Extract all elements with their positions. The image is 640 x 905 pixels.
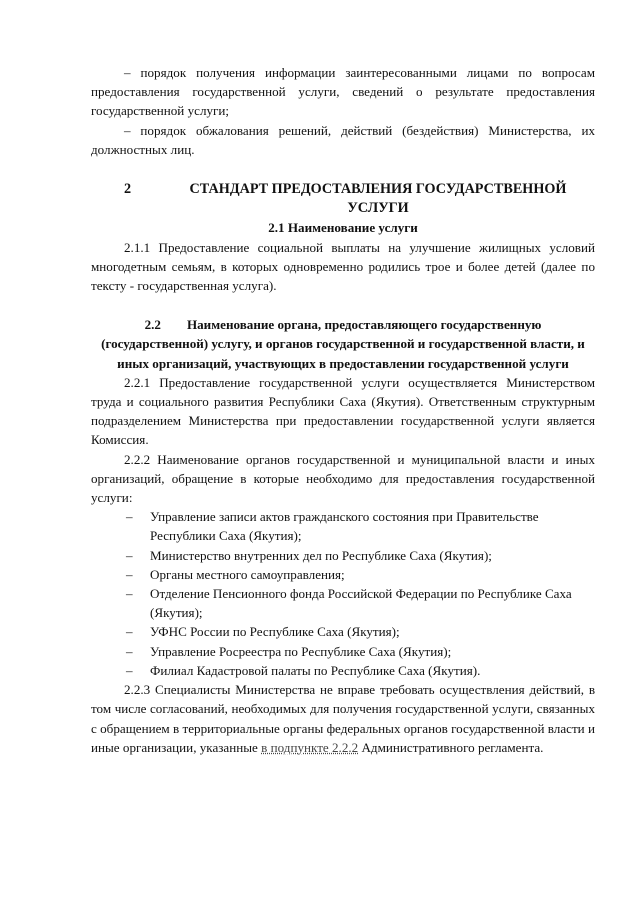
section-2-heading — [91, 180, 595, 218]
list-item-text: Управление записи актов гражданского состояния при Правительстве Республики Саха (Якутия); — [150, 509, 539, 544]
list-item — [91, 565, 595, 584]
dash-marker: – — [126, 643, 133, 659]
subsection-2-1-title: 2.1 Наименование услуги — [268, 220, 418, 236]
list-item-text: Органы местного самоуправления; — [150, 566, 345, 582]
paragraph-2-2-2: 2.2.2 Наименование органов государственной и муниципальной власти и иных организаций, обращение в которые необходимо для предоставления государственной услуги: — [91, 451, 595, 506]
list-item — [91, 661, 595, 680]
list-item-text: Министерство внутренних дел по Республике Саха (Якутия); — [150, 547, 492, 563]
list-item-text: Филиал Кадастровой палаты по Республике Саха (Якутия). — [150, 662, 481, 678]
list-item — [91, 642, 595, 661]
paragraph-2-2-3-tail: Административного регламента. — [358, 739, 544, 755]
list-item — [91, 622, 595, 641]
subsection-title: Наименование органа, предоставляющего государственную (государственной) услугу, и органов государственной и государственной власти, и иных организаций, участвующих в предоставлении государственной услуги — [101, 317, 585, 371]
dash-marker: – — [126, 566, 133, 582]
list-item — [91, 584, 595, 622]
paragraph-2-2-3 — [91, 680, 595, 757]
subsection-2-2-heading — [91, 315, 595, 373]
list-item — [91, 507, 595, 545]
dash-marker: – — [126, 624, 133, 640]
list-item-text: Отделение Пенсионного фонда Российской Федерации по Республике Саха (Якутия); — [150, 586, 572, 621]
section-number: 2 — [124, 181, 132, 198]
list-item-text: УФНС России по Республике Саха (Якутия); — [150, 624, 400, 640]
document-page — [91, 63, 595, 757]
list-item — [91, 546, 595, 565]
dash-marker: – — [126, 586, 133, 602]
list-item-text: Управление Росреестра по Республике Саха (Якутия); — [150, 643, 452, 659]
paragraph-2-2-1: 2.2.1 Предоставление государственной услуги осуществляется Министерством труда и социального развития Республики Саха (Якутия). Ответственным структурным подразделением Министерства при предоставлении государственной услуги является Комиссия. — [91, 374, 595, 448]
subsection-number: 2.2 — [144, 317, 161, 333]
dash-marker: – — [126, 509, 133, 525]
organizations-list — [91, 507, 595, 680]
intro-paragraph-1: – порядок получения информации заинтересованными лицами по вопросам предоставления государственной услуги, сведений о результате предоставления государственной услуги; — [91, 65, 595, 119]
paragraph-2-2-3-text: 2.2.3 Специалисты Министерства не вправе требовать осуществления действий, в том числе согласований, необходимых для получения государственной услуги, связанных с обращением в территориальные органы федеральных органов государственной власти и иные организации, указанные — [91, 682, 595, 755]
paragraph-2-1-1: 2.1.1 Предоставление социальной выплаты на улучшение жилищных условий многодетным семьям, в которых одновременно родились трое и более детей (далее по тексту - государственная услуга). — [91, 239, 595, 294]
section-title: СТАНДАРТ ПРЕДОСТАВЛЕНИЯ ГОСУДАРСТВЕННОЙ УСЛУГИ — [189, 181, 567, 217]
subpoint-link[interactable]: в подпункте 2.2.2 — [261, 739, 359, 755]
dash-marker: – — [126, 662, 133, 678]
dash-marker: – — [126, 547, 133, 563]
intro-paragraph-2: – порядок обжалования решений, действий (бездействия) Министерства, их должностных лиц. — [91, 122, 595, 157]
